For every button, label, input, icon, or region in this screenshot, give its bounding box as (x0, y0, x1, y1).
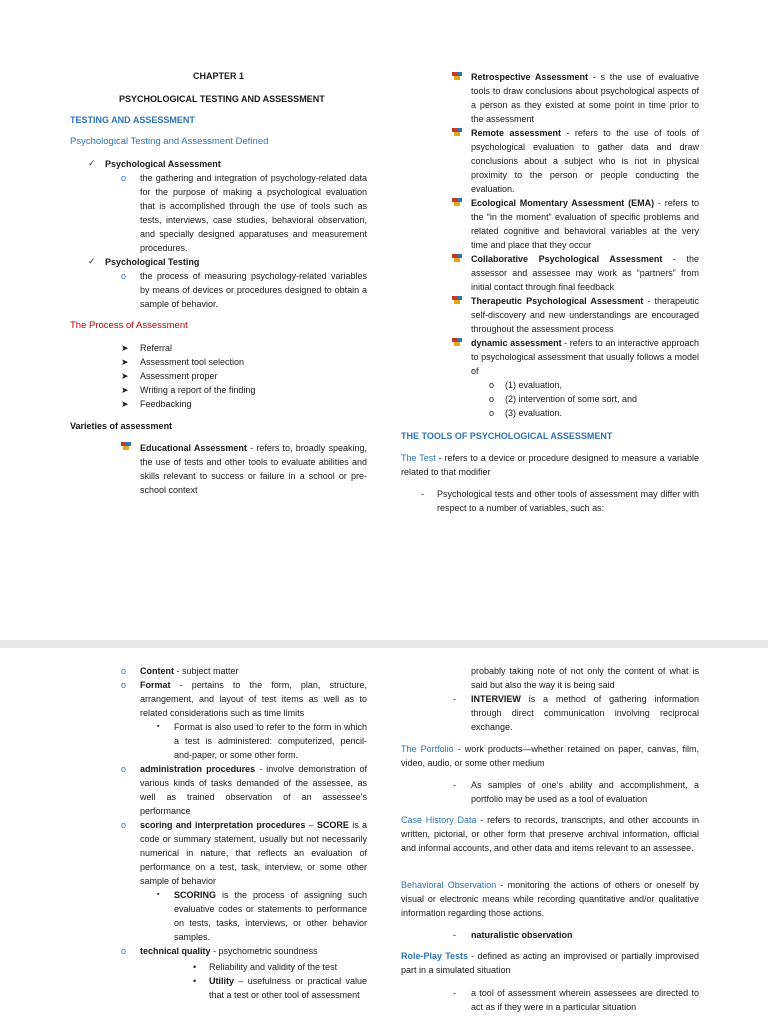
process-step: ➤ Assessment proper (121, 371, 218, 381)
dash-bullet-icon: - (453, 694, 456, 704)
circle-bullet-icon: o (121, 946, 127, 956)
the-test-entry: The Test - refers to a device or procedure designed to measure a variable related to that modifier (401, 453, 700, 477)
chapter-title: PSYCHOLOGICAL TESTING AND ASSESSMENT (119, 94, 325, 104)
dot-bullet-icon: • (193, 962, 197, 972)
process-step: ➤ Feedbacking (121, 399, 192, 409)
dash-bullet-icon: - (453, 780, 456, 790)
process-step: ➤ Writing a report of the finding (121, 385, 256, 395)
flag-bullet-icon (452, 127, 462, 137)
circle-bullet-icon: o (121, 666, 127, 676)
definition-psychological-testing: the process of measuring psychology-related variables by means of devices or procedures designed to obtain a sample of behavior. (140, 271, 367, 309)
circle-bullet-icon: o (489, 394, 495, 404)
educational-assessment-entry: Educational Assessment - refers to, broadly speaking, the use of tests and other tools to evaluate abilities and skills relevant to success or failure in a school or pre-school context (140, 443, 368, 495)
role-play-note: a tool of assessment wherein assessees are directed to act as if they were in a particular situation (471, 988, 699, 1012)
arrow-bullet-icon: ➤ (121, 385, 129, 395)
reliability-validity-item: Reliability and validity of the test (209, 962, 338, 972)
interview-continuation-text: probably taking note of not only the content of what is said but also the way it is being said (471, 666, 699, 690)
technical-quality-entry: technical quality - psychometric soundness (140, 946, 318, 956)
dash-bullet-icon: - (453, 988, 456, 998)
dot-bullet-icon: • (193, 976, 197, 986)
flag-bullet-icon (121, 441, 131, 451)
portfolio-entry: The Portfolio - work products—whether retained on paper, canvas, film, video, audio, or some other medium (401, 744, 699, 768)
flag-bullet-icon (452, 253, 462, 263)
circle-bullet-icon: o (121, 680, 127, 690)
remote-assessment-entry: Remote assessment - refers to the use of tools of psychological evaluation to gather data and draw conclusions about a subject who is not in physical proximity to the person or people conducting the evaluation. (471, 128, 699, 194)
circle-bullet-icon: o (489, 380, 495, 390)
utility-item: Utility – usefulness or practical value that a test or other tool of assessment (209, 976, 367, 1000)
collaborative-assessment-entry: Collaborative Psychological Assessment - the assessor and assessee may work as “partners” from initial contact through final feedback (471, 254, 699, 292)
process-step: ➤ Referral (121, 343, 173, 353)
interview-entry: INTERVIEW is a method of gathering information through direct communication involving reciprocal exchange. (471, 694, 699, 732)
square-bullet-icon: ▪ (157, 891, 160, 898)
format-sub-note: Format is also used to refer to the form in which a test is administered: computerized, pencil-and-paper, or some other form. (174, 722, 367, 760)
dash-bullet-icon: - (453, 930, 456, 940)
dynamic-step: o (2) intervention of some sort, and (489, 394, 638, 404)
flag-bullet-icon (452, 197, 462, 207)
process-steps-list (121, 341, 321, 411)
dynamic-step: o (3) evaluation. (489, 408, 563, 418)
retrospective-assessment-entry: Retrospective Assessment - s the use of evaluative tools to draw conclusions about psychological aspects of a person as they existed at some point in time prior to the assessment (471, 72, 699, 124)
behavioral-observation-entry: Behavioral Observation - monitoring the actions of others or oneself by visual or electronic means while recording quantitative and/or qualitative information regarding those actions. (401, 880, 699, 918)
circle-bullet-icon: o (121, 173, 127, 183)
square-bullet-icon: ▪ (157, 723, 160, 730)
process-step: ➤ Assessment tool selection (121, 357, 245, 367)
portfolio-note: As samples of one’s ability and accomplishment, a portfolio may be used as a tool of evaluation (471, 780, 699, 804)
flag-bullet-icon (452, 71, 462, 81)
circle-bullet-icon: o (489, 408, 495, 418)
flag-bullet-icon (452, 337, 462, 347)
therapeutic-assessment-entry: Therapeutic Psychological Assessment - therapeutic self-discovery and new understandings are encouraged throughout the assessment process (471, 296, 700, 334)
page-separator (0, 640, 768, 648)
checkmark-icon: ✓ (88, 158, 96, 168)
varieties-heading: Varieties of assessment (70, 421, 173, 431)
circle-bullet-icon: o (121, 764, 127, 774)
role-play-entry: Role-Play Tests - defined as acting an improvised or partially improvised part in a simulated situation (401, 951, 699, 975)
arrow-bullet-icon: ➤ (121, 343, 129, 353)
arrow-bullet-icon: ➤ (121, 357, 129, 367)
section-heading: TESTING AND ASSESSMENT (70, 115, 195, 125)
arrow-bullet-icon: ➤ (121, 399, 129, 409)
circle-bullet-icon: o (121, 820, 127, 830)
term-psychological-testing: Psychological Testing (105, 257, 200, 267)
term-psychological-assessment: Psychological Assessment (105, 159, 221, 169)
test-variables-note: Psychological tests and other tools of assessment may differ with respect to a number of variables, such as: (437, 489, 699, 513)
scoring-sub-entry: SCORING is the process of assigning such evaluative codes or statements to performance on tests, tasks, interviews, or other behavior samples. (174, 890, 367, 942)
checkmark-icon: ✓ (88, 256, 96, 266)
ema-entry: Ecological Momentary Assessment (EMA) - refers to the “in the moment” evaluation of specific problems and related cognitive and behavioral variables at the very time and place that they occur (471, 198, 700, 250)
process-heading: The Process of Assessment (70, 320, 188, 331)
tools-heading: THE TOOLS OF PSYCHOLOGICAL ASSESSMENT (401, 431, 613, 441)
subsection-heading: Psychological Testing and Assessment Defined (70, 136, 269, 147)
chapter-label: CHAPTER 1 (193, 71, 245, 81)
content-entry: Content - subject matter (140, 666, 239, 676)
case-history-entry: Case History Data - refers to records, transcripts, and other accounts in written, pictorial, or other form that preserve archival information, official and informal accounts, and other data and items relevant to an assessee. (401, 815, 699, 853)
arrow-bullet-icon: ➤ (121, 371, 129, 381)
administration-procedures-entry: administration procedures - involve demonstration of various kinds of tasks demanded of the assessee, as well as trained observation of an assessee’s performance (140, 764, 367, 816)
format-entry: Format - pertains to the form, plan, structure, arrangement, and layout of test items as well as to related considerations such as time limits (140, 680, 367, 718)
flag-bullet-icon (452, 295, 462, 305)
naturalistic-observation-item: naturalistic observation (471, 930, 573, 940)
dynamic-step: o (1) evaluation, (489, 380, 563, 390)
dynamic-steps-list (489, 378, 689, 420)
circle-bullet-icon: o (121, 271, 127, 281)
dash-bullet-icon: - (421, 489, 424, 499)
scoring-interpretation-entry: scoring and interpretation procedures – SCORE is a code or summary statement, usually but not necessarily numerical in nature, that reflects an evaluation of performance on a test, task, interview, or some other sample of behavior (140, 820, 367, 886)
document-page-2 (0, 648, 768, 1024)
dynamic-assessment-entry: dynamic assessment - refers to an interactive approach to psychological assessment that usually follows a model of (471, 338, 699, 376)
definition-psychological-assessment: the gathering and integration of psychology-related data for the purpose of making a psychological evaluation that is accomplished through the use of tools such as tests, interviews, case studies, behavioral observation, and specially designed apparatuses and measurement procedures. (140, 173, 367, 253)
